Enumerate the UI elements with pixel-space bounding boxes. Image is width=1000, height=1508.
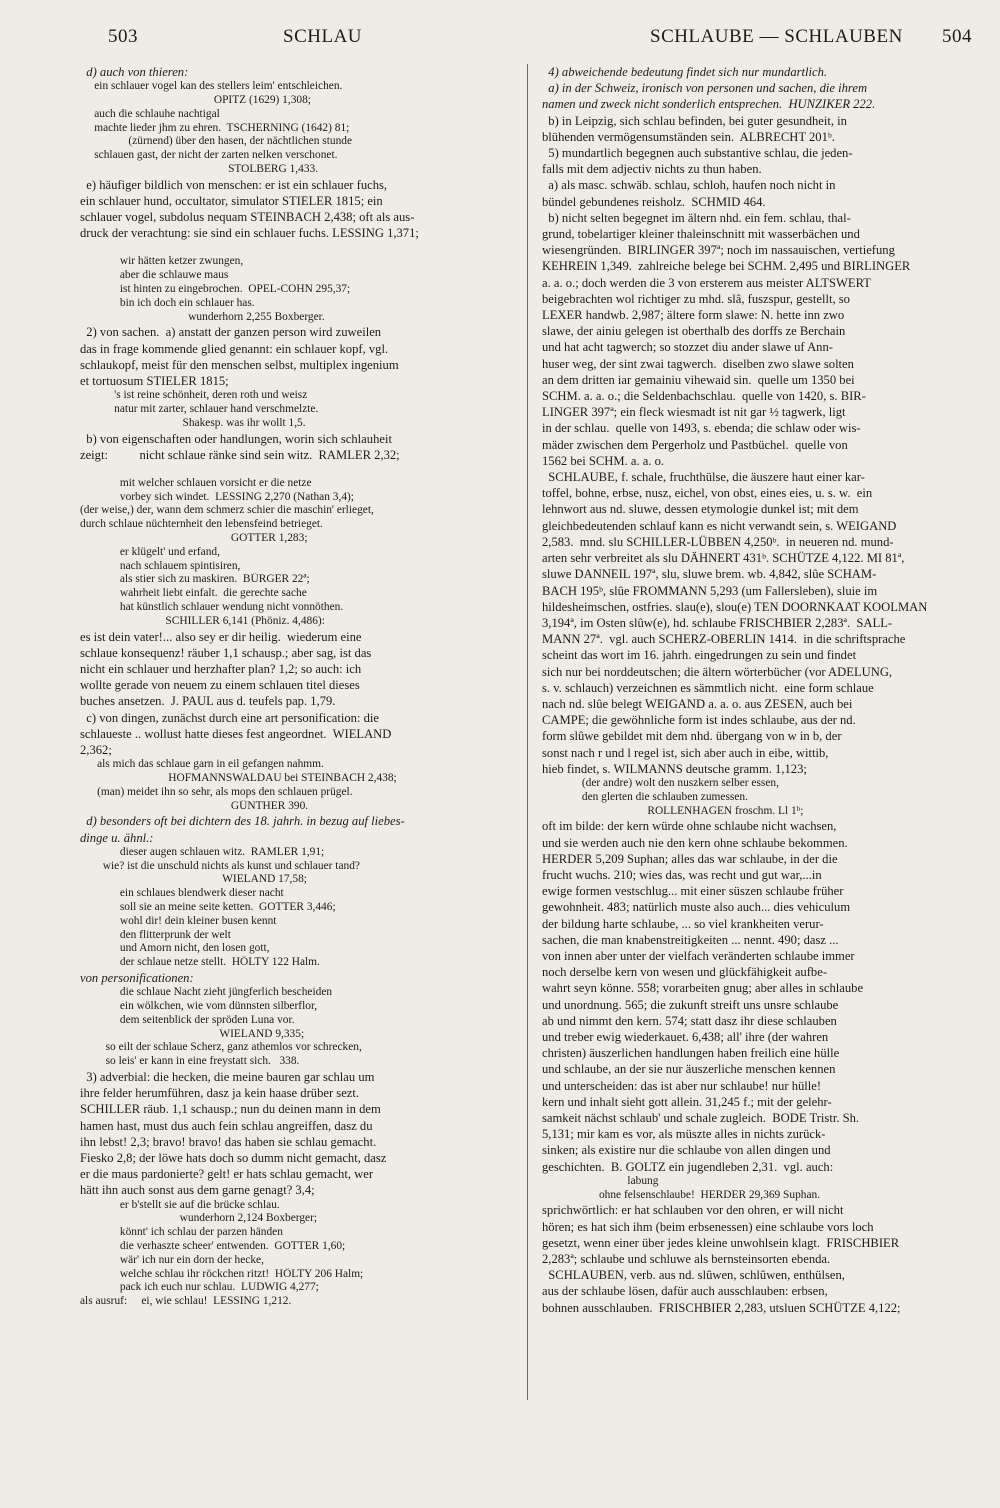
text-line: MANN 27ª. vgl. auch SCHERZ-OBERLIN 1414. in die schriftsprache: [542, 632, 906, 647]
text-line: 4) abweichende bedeutung findet sich nur mundartlich.: [542, 65, 828, 79]
text-line: gesetzt, wenn einer über jedes kleine unwohlsein klagt. FRISCHBIER: [542, 1235, 900, 1250]
text-line: wär' ich nur ein dorn der hecke,: [80, 1253, 264, 1266]
text-line: sich nur bei norddeutschen; die ältern wörterbücher (vor ADELUNG,: [542, 664, 893, 679]
text-line: 3) adverbial: die hecken, die meine bauren gar schlau um: [80, 1069, 375, 1084]
text-line: 5) mundartlich begegnen auch substantive schlau, die jeden-: [542, 146, 853, 161]
text-line: der schlaue netze stellt. HÖLTY 122 Halm.: [80, 956, 320, 969]
text-line: den flitterprunk der welt: [80, 928, 231, 941]
text-line: nicht ein schlauer und herzhafter plan? 1,2; so auch: ich: [80, 661, 362, 676]
text-line: schlaue konsequenz! räuber 1,1 schausp.; aber sag, ist das: [80, 645, 372, 660]
text-line: SCHILLER räub. 1,1 schausp.; nun du deinen mann in dem: [80, 1102, 381, 1117]
text-line: b) in Leipzig, sich schlau befinden, bei guter gesundheit, in: [542, 113, 847, 128]
column-divider: [527, 64, 528, 1400]
text-line: hieb findet, s. WILMANNS deutsche gramm. 1,123;: [542, 761, 807, 776]
text-line: wunderhorn 2,255 Boxberger.: [80, 310, 325, 323]
text-line: buches ansetzen. J. PAUL aus d. teufels pap. 1,79.: [80, 694, 336, 709]
text-line: die verhaszte scheer' entwenden. GOTTER 1,60;: [80, 1239, 346, 1252]
text-line: so eilt der schlaue Scherz, ganz athemlos vor schrecken,: [80, 1041, 362, 1054]
running-title-right: SCHLAUBE — SCHLAUBEN: [650, 26, 903, 47]
text-line: gewohnheit. 483; natürlich muste also auch... dies vehiculum: [542, 900, 851, 915]
text-line: (man) meidet ihn so sehr, als mops den schlauen prügel.: [80, 785, 353, 798]
text-line: dieser augen schlauen witz. RAMLER 1,91;: [80, 845, 325, 858]
text-line: und unordnung. 565; die zukunft streift uns unsre schlaube: [542, 997, 839, 1012]
text-line: c) von dingen, zunächst durch eine art personification: die: [80, 710, 379, 725]
text-line: und sie werden auch nie den kern ohne schlaube bekommen.: [542, 835, 848, 850]
text-line: sachen, die man knabenstreitigkeiten ... nennt. 490; dasz ...: [542, 932, 839, 947]
text-line: den glerten die schlauben zumessen.: [542, 790, 748, 803]
text-line: schlaueste .. wollust hatte dieses fest angeordnet. WIELAND: [80, 726, 392, 741]
text-line: ab und nimmt den kern. 574; statt dasz ihr diese schlauben: [542, 1013, 837, 1028]
text-line: form slûwe gebildet mit dem nhd. übergang von w in b, der: [542, 729, 842, 744]
running-title-left: SCHLAU: [283, 26, 363, 47]
text-line: sluwe DANNEIL 197ª, slu, sluwe brem. wb. 4,842, slûe SCHAM-: [542, 567, 877, 582]
text-line: auch die schlauhe nachtigal: [80, 107, 220, 120]
text-line: lehnwort aus nd. sluwe, dessen etymologie dunkel ist; mit dem: [542, 502, 859, 517]
text-line: arten sehr verbreitet als slu DÄHNERT 431ᵇ. SCHÜTZE 4,122. MI 81ª,: [542, 551, 905, 566]
text-line: ihn lebst! 2,3; bravo! bravo! das haben sie schlau gemacht.: [80, 1134, 377, 1149]
text-line: und schlaube, an der sie nur äuszerliche menschen kennen: [542, 1062, 836, 1077]
text-line: SCHLAUBE, f. schale, fruchthülse, die äuszere haut einer kar-: [542, 470, 865, 485]
text-line: b) nicht selten begegnet im ältern nhd. ein fem. schlau, thal-: [542, 210, 851, 225]
text-line: ein schlaues blendwerk dieser nacht: [80, 887, 284, 900]
text-line: wiesengründen. BIRLINGER 397ª; noch im nassauischen, vertiefung: [542, 243, 895, 258]
text-line: CAMPE; die gewöhnliche form ist indes schlaube, aus der nd.: [542, 713, 856, 728]
text-line: WIELAND 9,335;: [80, 1027, 305, 1040]
text-line: so leis' er kann in eine freystatt sich. 338.: [80, 1055, 300, 1068]
text-line: er b'stellt sie auf die brücke schlau.: [80, 1198, 280, 1211]
text-line: toffel, bohne, erbse, nusz, eichel, von obst, eines eies, u. s. w. ein: [542, 486, 873, 501]
text-line: LEXER handwb. 2,987; ältere form slawe: N. hette inn zwo: [542, 308, 845, 323]
text-line: vorbey sich windet. LESSING 2,270 (Nathan 3,4);: [80, 490, 354, 503]
text-line: 1562 bei SCHM. a. a. o.: [542, 453, 665, 468]
text-line: 2,283ª; schlaube und schluwe als bernsteinsorten ebenda.: [542, 1252, 831, 1266]
text-line: oft im bilde: der kern würde ohne schlaube nicht wachsen,: [542, 819, 837, 834]
text-line: d) besonders oft bei dichtern des 18. jahrh. in bezug auf liebes-: [80, 814, 405, 829]
text-line: (der andre) wolt den nuszkern selber essen,: [542, 776, 779, 789]
text-line: hildesheimschen, ostfries. slau(e), slou(e) TEN DOORNKAAT KOOLMAN: [542, 599, 928, 614]
text-line: es ist dein vater!... also sey er dir heilig. wiederum eine: [80, 629, 362, 644]
text-line: blühenden vermögensumständen sein. ALBRECHT 201ᵇ.: [542, 129, 835, 144]
text-line: 2) von sachen. a) anstatt der ganzen person wird zuweilen: [80, 325, 382, 340]
right-column: [542, 64, 974, 1454]
text-line: hören; es hat sich ihm (beim erbsenessen) eine schlaube vors loch: [542, 1219, 874, 1234]
text-line: bündel gebundenes reisholz. SCHMID 464.: [542, 194, 766, 209]
text-line: (der weise,) der, wann dem schmerz schier die maschin' erlieget,: [80, 504, 374, 517]
text-line: durch schlaue nüchternheit den lebensfeind betrieget.: [80, 518, 323, 531]
text-line: b) von eigenschaften oder handlungen, worin sich schlauheit: [80, 431, 392, 446]
text-line: sonst nach r und l regel ist, sich aber auch in eibe, wittib,: [542, 745, 829, 760]
text-line: von innen aber unter der vielfach veränderten schlaube immer: [542, 948, 855, 963]
left-column: [80, 64, 512, 1454]
text-line: slawe, der ainiu gelegen ist oberthalb des dorffs ze Berchain: [542, 324, 846, 339]
text-line: grund, tobelartiger kleiner thaleinschnitt mit wasserbächen und: [542, 227, 860, 242]
text-line: wir hätten ketzer zwungen,: [80, 255, 244, 268]
text-line: namen und zweck nicht sonderlich entsprechen. HUNZIKER 222.: [542, 97, 876, 112]
text-line: er klügelt' und erfand,: [80, 545, 220, 558]
text-line: könnt' ich schlau der parzen händen: [80, 1226, 283, 1239]
text-line: (zürnend) über den hasen, der nächtlichen stunde: [80, 135, 353, 148]
text-line: noch derselbe kern von wesen und glückfähigkeit aufbe-: [542, 965, 828, 980]
text-line: sinken; als existire nur die schlaube von allen dingen und: [542, 1143, 831, 1158]
text-line: bin ich doch ein schlauer has.: [80, 296, 255, 309]
text-line: ohne felsenschlaube! HERDER 29,369 Suphan.: [542, 1188, 821, 1201]
text-line: 's ist reine schönheit, deren roth und weisz: [80, 389, 308, 402]
text-line: kern und inhalt sieht gott allein. 31,245 f.; mit der gelehr-: [542, 1094, 832, 1109]
text-line: schlauer vogel, subdolus nequam STEINBACH 2,438; oft als aus-: [80, 210, 415, 225]
text-line: in der schlau. quelle von 1493, s. ebenda; die schlaw oder wis-: [542, 421, 861, 436]
text-line: WIELAND 17,58;: [80, 873, 307, 886]
text-line: s. v. schlauch) verzeichnen es sämmtlich nicht. eine form schlaue: [542, 680, 874, 695]
text-line: ein wölkchen, wie vom dünnsten silberflor,: [80, 999, 318, 1012]
text-line: 3,194ª, im Osten slûw(e), hd. schlaube FRISCHBIER 2,283ª. SALL-: [542, 615, 893, 630]
text-line: von personificationen:: [80, 970, 194, 985]
text-line: beigebrachten wol richtiger zu mhd. slâ, fuszspur, gestellt, so: [542, 291, 850, 306]
text-line: ist hinten zu eingebrochen. OPEL-COHN 295,37;: [80, 282, 351, 295]
text-line: scheint das wort im 16. jahrh. eingedrungen zu sein und findet: [542, 648, 857, 663]
text-line: SCHM. a. a. o.; die Seldenbachschlau. quelle von 1420, s. BIR-: [542, 389, 866, 404]
text-line: wahrt seyn könne. 558; vorarbeiten gnug; aber alles in schlaube: [542, 981, 864, 996]
text-line: ein schlauer hund, occultator, simulator STIELER 1815; ein: [80, 193, 383, 208]
text-line: Fiesko 2,8; der löwe hats doch so dumm nicht gemacht, dasz: [80, 1150, 387, 1165]
text-line: sprichwörtlich: er hat schlauben vor den ohren, er will nicht: [542, 1203, 844, 1218]
text-line: welche schlau ihr röckchen ritzt! HÖLTY 206 Halm;: [80, 1267, 364, 1280]
text-line: wie? ist die unschuld nichts als kunst und schlauer tand?: [80, 859, 360, 872]
text-line: dem seitenblick der spröden Luna vor.: [80, 1013, 295, 1026]
text-line: und Amorn nicht, den losen gott,: [80, 942, 270, 955]
text-line: e) häufiger bildlich von menschen: er ist ein schlauer fuchs,: [80, 177, 388, 192]
text-line: ROLLENHAGEN froschm. Ll 1ᵇ;: [542, 804, 804, 817]
text-line: a) in der Schweiz, ironisch von personen und sachen, die ihrem: [542, 81, 868, 96]
text-line: aber die schlauwe maus: [80, 269, 229, 282]
text-line: labung: [542, 1174, 659, 1187]
text-line: STOLBERG 1,433.: [80, 162, 319, 175]
text-line: 2,583. mnd. slu SCHILLER-LÜBBEN 4,250ᵇ. in neueren nd. mund-: [542, 534, 894, 549]
text-line: BACH 195ᵇ, slûe FROMMANN 5,293 (um Fallersleben), sluie im: [542, 583, 878, 598]
text-line: d) auch von thieren:: [80, 65, 189, 79]
text-line: druck der verachtung: sie sind ein schlauer fuchs. LESSING 1,371;: [80, 226, 419, 241]
page-number-right: 504: [942, 26, 972, 47]
text-line: pack ich euch nur schlau. LUDWIG 4,277;: [80, 1281, 319, 1294]
text-line: wunderhorn 2,124 Boxberger;: [80, 1212, 318, 1225]
text-line: als mich das schlaue garn in eil gefangen nahmm.: [80, 758, 324, 771]
text-line: an dem dritten iar gemainiu vihewaid sin. quelle um 1350 bei: [542, 372, 855, 387]
text-line: wohl dir! dein kleiner busen kennt: [80, 914, 277, 927]
text-line: ewige formen vestschlug... mit einer süszen schlaube früher: [542, 884, 844, 899]
text-line: GÜNTHER 390.: [80, 799, 309, 812]
text-line: OPITZ (1629) 1,308;: [80, 94, 311, 106]
text-line: GOTTER 1,283;: [80, 531, 308, 544]
text-line: machte lieder jhm zu ehren. TSCHERNING (1642) 81;: [80, 121, 350, 134]
text-line: aus der schlaube lösen, dafür auch ausschlauben: erbsen,: [542, 1284, 828, 1299]
text-line: das in frage kommende glied genannt: ein schlauer kopf, vgl.: [80, 341, 389, 356]
text-line: 2,362;: [80, 742, 112, 757]
text-line: die schlaue Nacht zieht jüngferlich bescheiden: [80, 986, 333, 999]
text-line: soll sie an meine seite ketten. GOTTER 3,446;: [80, 900, 336, 913]
text-line: und treber ewig wiederkauet. 6,438; all' ihre (der wahren: [542, 1029, 829, 1044]
text-line: a) als masc. schwäb. schlau, schloh, haufen noch nicht in: [542, 178, 836, 193]
text-line: als ausruf: ei, wie schlau! LESSING 1,212.: [80, 1295, 292, 1308]
text-line: 5,131; mir kam es vor, als müszte alles in nichts zurück-: [542, 1127, 826, 1142]
text-line: Shakesp. was ihr wollt 1,5.: [80, 416, 306, 429]
text-line: hätt ihn auch sonst aus dem garne genagt? 3,4;: [80, 1183, 315, 1198]
text-line: frucht wuchs. 210; wies das, was recht und gut war,...in: [542, 867, 822, 882]
text-line: der bildung harte schlaube, ... so viel krankheiten verur-: [542, 916, 824, 931]
text-line: nach schlauem spintisiren,: [80, 559, 241, 572]
text-line: zeigt: nicht schlaue ränke sind sein witz. RAMLER 2,32;: [80, 447, 400, 462]
text-line: SCHLAUBEN, verb. aus nd. slûwen, schlûwen, enthülsen,: [542, 1268, 845, 1283]
text-line: SCHILLER 6,141 (Phöniz. 4,486):: [80, 614, 325, 627]
text-line: LINGER 397ª; ein fleck wiesmadt ist nit gar ½ tagwerk, ligt: [542, 405, 846, 420]
text-line: nach nd. slûe belegt WEIGAND a. a. o. aus ZESEN, auch bei: [542, 696, 853, 711]
text-line: a. a. o.; doch werden die 3 von ersterem aus meister ALTSWERT: [542, 275, 871, 290]
text-line: huser weg, der sint zwai tagwerch. diselben zwo slawe solten: [542, 356, 854, 371]
text-line: mäder zwischen dem Pergerholz und Pastbüchel. quelle von: [542, 437, 848, 452]
text-line: et tortuosum STIELER 1815;: [80, 373, 229, 388]
text-line: mit welcher schlauen vorsicht er die netze: [80, 476, 312, 489]
text-line: ihre felder herumführen, dasz ja kein haase drüber sezt.: [80, 1086, 360, 1101]
text-line: er die maus pardonierte? gelt! er hats schlau gemacht, wer: [80, 1167, 374, 1182]
text-line: [80, 242, 512, 256]
text-line: schlauen gast, der nicht der zarten nelken verschonet.: [80, 149, 338, 162]
text-line: und unterscheiden: das ist aber nur schlaube! nur hülle!: [542, 1078, 822, 1093]
text-line: als stier sich zu maskiren. BÜRGER 22ª;: [80, 573, 310, 586]
text-line: und hat acht tagwerch; so stozzet diu ander slawe uf Ann-: [542, 340, 833, 355]
text-line: dinge u. ähnl.:: [80, 830, 154, 845]
text-line: hamen hast, must dus auch fein schlau angreiffen, dasz du: [80, 1118, 373, 1133]
text-line: geschichten. B. GOLTZ ein jugendleben 2,31. vgl. auch:: [542, 1159, 834, 1174]
text-line: schlaukopf, meist für den menschen selbst, multiplex ingenium: [80, 357, 399, 372]
page-number-left: 503: [108, 26, 138, 47]
text-line: christen) äuszerlichen handlungen haben freilich eine hülle: [542, 1046, 840, 1061]
text-line: hat künstlich schlauer wendung nicht vonnöthen.: [80, 600, 344, 613]
text-line: falls mit dem adjectiv nichts zu thun haben.: [542, 162, 762, 177]
text-line: [80, 463, 512, 477]
text-line: wahrheit liebt einfalt. die gerechte sache: [80, 587, 307, 600]
text-line: gleichbedeutenden schlauf kann es nicht verwandt sein, s. WEIGAND: [542, 518, 897, 533]
text-line: wollte gerade von neuem zu einem schlauen titel dieses: [80, 678, 360, 693]
text-line: ein schlauer vogel kan des stellers leim' entschleichen.: [80, 80, 343, 93]
text-line: bohnen ausschlauben. FRISCHBIER 2,283, utsluen SCHÜTZE 4,122;: [542, 1300, 901, 1315]
text-line: samkeit nächst schlaub' und schale zugleich. BODE Tristr. Sh.: [542, 1110, 860, 1125]
text-line: natur mit zarter, schlauer hand verschmelzte.: [80, 402, 319, 415]
text-line: KEHREIN 1,349. zahlreiche belege bei SCHM. 2,495 und BIRLINGER: [542, 259, 911, 274]
text-line: HOFMANNSWALDAU bei STEINBACH 2,438;: [80, 771, 397, 784]
text-line: HERDER 5,209 Suphan; alles das war schlaube, in der die: [542, 851, 838, 866]
